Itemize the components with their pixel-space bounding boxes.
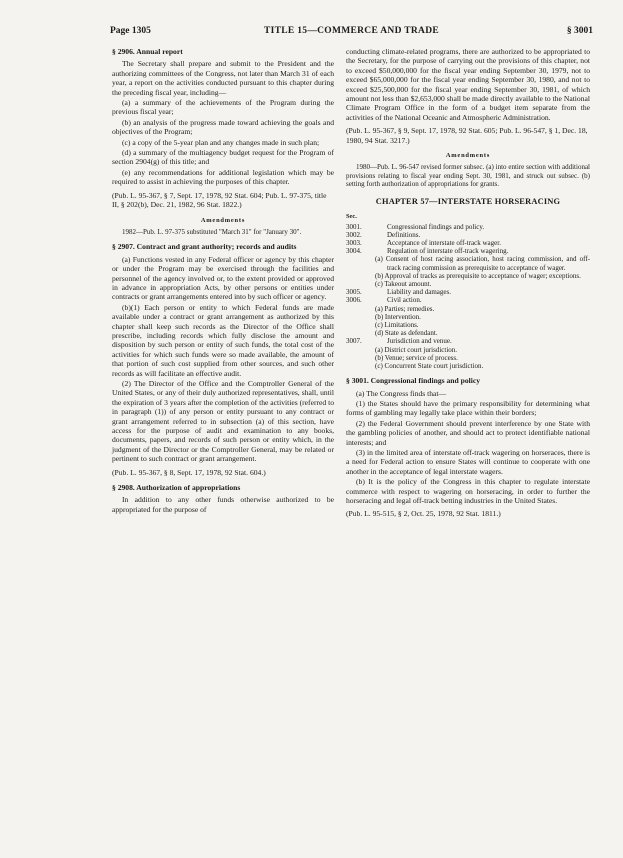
- amendments-heading: Amendments: [200, 216, 246, 224]
- citation: (Pub. L. 95-367, § 8, Sept. 17, 1978, 92 Stat. 604.): [112, 467, 266, 477]
- toc-row: [346, 239, 590, 247]
- toc-section-title: (c) Takeout amount.: [375, 279, 432, 288]
- amendment-note: 1980—Pub. L. 96-547 revised former subsec. (a) into entire section with additional provisions relating to fiscal year ending Sept. 30, 1981, and struck out subsec. (b) setting forth authorization of appropriations for grants.: [346, 163, 590, 189]
- paragraph: (1) the States should have the primary responsibility for determining what forms of gambling may legally take place within their borders;: [346, 398, 590, 418]
- paragraph: (e) any recommendations for additional legislation which may be required to assist in achieving the purposes of this chapter.: [112, 167, 334, 187]
- toc-section-number: 3002.: [346, 230, 362, 239]
- paragraph: (b)(1) Each person or entity to which Federal funds are made available under a contract or grant arrangement as authorized by this chapter shall keep such records as the Director of the Office shall prescribe, including records which fully disclose the amount and disposition by such person or entity of such funds, the total cost of the activities for which such funds were so made available, the amount of that portion of such cost supplied from other sources, and such other records as will facilitate an effective audit.: [112, 302, 334, 378]
- paragraph: (a) The Congress finds that—: [356, 388, 447, 398]
- toc-section-title: Liability and damages.: [387, 288, 451, 297]
- page-number: Page 1305: [110, 26, 151, 36]
- toc-section-title: Congressional findings and policy.: [387, 222, 485, 231]
- paragraph: (3) in the limited area of interstate off-track wagering on horseraces, there is a need for Federal action to ensure States will continue to cooperate with one another in the acceptance of legal interstate wagers.: [346, 448, 590, 476]
- section-3001: [346, 376, 590, 519]
- paragraph: (a) a summary of the achievements of the Program during the previous fiscal year;: [112, 98, 334, 117]
- toc-section-title: (a) Consent of host racing association, host racing commission, and off-track racing commission as prerequisite to acceptance of wager.: [375, 255, 590, 272]
- paragraph: (b) It is the policy of the Congress in this chapter to regulate interstate commerce with respect to wagering on horseracing, in order to further the horseracing and legal off-track betting industries in the United States.: [346, 477, 590, 506]
- toc-row: [346, 272, 590, 280]
- toc-row: [346, 329, 590, 337]
- right-column: [346, 47, 590, 525]
- section-heading: § 2908. Authorization of appropriations: [112, 483, 241, 493]
- toc-section-title: (c) Concurrent State court jurisdiction.: [375, 361, 484, 370]
- amendment-note: 1982—Pub. L. 97-375 substituted "March 31" for "January 30".: [122, 227, 302, 236]
- toc-row: [346, 346, 590, 354]
- section-2906: [112, 47, 334, 236]
- toc-section-title: Jurisdiction and venue.: [387, 337, 452, 346]
- paragraph: (2) the Federal Government should prevent interference by one State with the gambling policies of another, and should act to protect identifiable national interests; and: [346, 418, 590, 447]
- section-indicator: § 3001: [566, 26, 593, 36]
- toc-section-number: 3001.: [346, 222, 362, 231]
- toc-section-title: (d) State as defendant.: [375, 329, 438, 338]
- paragraph: conducting climate-related programs, there are authorized to be appropriated to the Secretary, for the purpose of carrying out the provisions of this chapter, not to exceed $50,000,000 for the fiscal year ending September 30, 1979, not to exceed $65,000,000 for the fiscal year ending September 30, 1980, and not to exceed $25,500,000 for the fiscal year ending September 30, 1981, of which amount not less than $2,653,000 shall be made directly available to the National Climate Program Office in the form of a budget item separate from the activities of the National Oceanic and Atmospheric Administration.: [346, 47, 590, 122]
- paragraph: (a) Functions vested in any Federal officer or agency by this chapter or under the Program may be exercised through the facilities and personnel of the agency involved or, to the extent provided or approved in advance in appropriation Acts, by other persons or entities under contracts or grant arrangements entered into by such officer or agency.: [112, 254, 334, 302]
- toc-section-number: 3005.: [346, 288, 362, 297]
- toc-section-title: Acceptance of interstate off-track wager.: [387, 238, 501, 247]
- toc-row: [346, 354, 590, 362]
- toc-section-title: (b) Approval of tracks as prerequisite to acceptance of wager; exceptions.: [375, 271, 581, 280]
- toc-section-title: Definitions.: [387, 230, 421, 239]
- toc-section-title: Civil action.: [387, 296, 422, 305]
- toc-row: [346, 255, 590, 271]
- paragraph: (d) a summary of the multiagency budget request for the Program of section 2904(g) of this title; and: [112, 148, 334, 167]
- paragraph: (c) a copy of the 5-year plan and any changes made in such plan;: [122, 137, 320, 147]
- chapter-title: CHAPTER 57—INTERSTATE HORSERACING: [375, 196, 561, 206]
- citation: (Pub. L. 95-367, § 7, Sept. 17, 1978, 92 Stat. 604; Pub. L. 97-375, title II, § 202(b), Dec. 21, 1982, 96 Stat. 1822.): [112, 190, 327, 210]
- toc-row: [346, 313, 590, 321]
- table-of-contents: [346, 223, 590, 371]
- amendments-heading: Amendments: [445, 152, 491, 160]
- toc-sec-label: Sec.: [346, 213, 357, 221]
- section-2908-continued: [346, 47, 590, 189]
- toc-section-number: 3004.: [346, 247, 362, 256]
- toc-row: [346, 337, 590, 345]
- title-heading: TITLE 15—COMMERCE AND TRADE: [264, 26, 439, 36]
- paragraph: The Secretary shall prepare and submit to the President and the authorizing committees of the Congress, not later than March 31 of each year, a report on the activities conducted pursuant to this chapter during the preceding fiscal year, including—: [112, 59, 334, 97]
- toc-row: [346, 231, 590, 239]
- paragraph: In addition to any other funds otherwise authorized to be appropriated for the purpose of: [112, 495, 334, 514]
- toc-section-number: 3006.: [346, 296, 362, 305]
- toc-row: [346, 362, 590, 370]
- toc-section-number: 3003.: [346, 238, 362, 247]
- toc-row: [346, 296, 590, 304]
- section-2907: [112, 242, 334, 477]
- toc-row: [346, 247, 590, 255]
- toc-row: [346, 223, 590, 231]
- chapter-57: [346, 197, 590, 370]
- toc-section-title: (b) Intervention.: [375, 312, 421, 321]
- paragraph: (2) The Director of the Office and the Comptroller General of the United States, or any of their duly authorized representatives, shall, until the expiration of 3 years after the completion of the activities (referred to in paragraph (1)) of any person or entity pursuant to any contract or grant arrangement referred to in subsection (a) of this section, have access for the purpose of audit and examination to any books, documents, papers, and records of such person or entity which, in the judgment of the Director or the Comptroller General, may be related or pertinent to such contract or grant arrangement.: [112, 379, 334, 464]
- toc-row: [346, 305, 590, 313]
- paragraph: (b) an analysis of the progress made toward achieving the goals and objectives of the Program;: [112, 117, 334, 137]
- left-column: [112, 47, 334, 515]
- running-header: [110, 26, 593, 40]
- toc-section-title: (c) Limitations.: [375, 320, 419, 329]
- section-2908: [112, 483, 334, 514]
- toc-row: [346, 288, 590, 296]
- toc-section-title: (a) Parties; remedies.: [375, 304, 435, 313]
- toc-section-title: (b) Venue; service of process.: [375, 353, 458, 362]
- toc-row: [346, 321, 590, 329]
- citation: (Pub. L. 95-515, § 2, Oct. 25, 1978, 92 Stat. 1811.): [346, 509, 501, 519]
- citation: (Pub. L. 95-367, § 9, Sept. 17, 1978, 92 Stat. 605; Pub. L. 96-547, § 1, Dec. 18, 1980, 94 Stat. 3217.): [346, 126, 588, 145]
- toc-row: [346, 280, 590, 288]
- toc-section-title: (a) District court jurisdiction.: [375, 345, 458, 354]
- section-heading: § 3001. Congressional findings and policy: [346, 376, 481, 386]
- section-heading: § 2906. Annual report: [112, 47, 183, 56]
- toc-section-number: 3007.: [346, 337, 362, 346]
- toc-section-title: Regulation of interstate off-track wagering.: [387, 247, 509, 256]
- section-heading: § 2907. Contract and grant authority; records and audits: [112, 242, 297, 252]
